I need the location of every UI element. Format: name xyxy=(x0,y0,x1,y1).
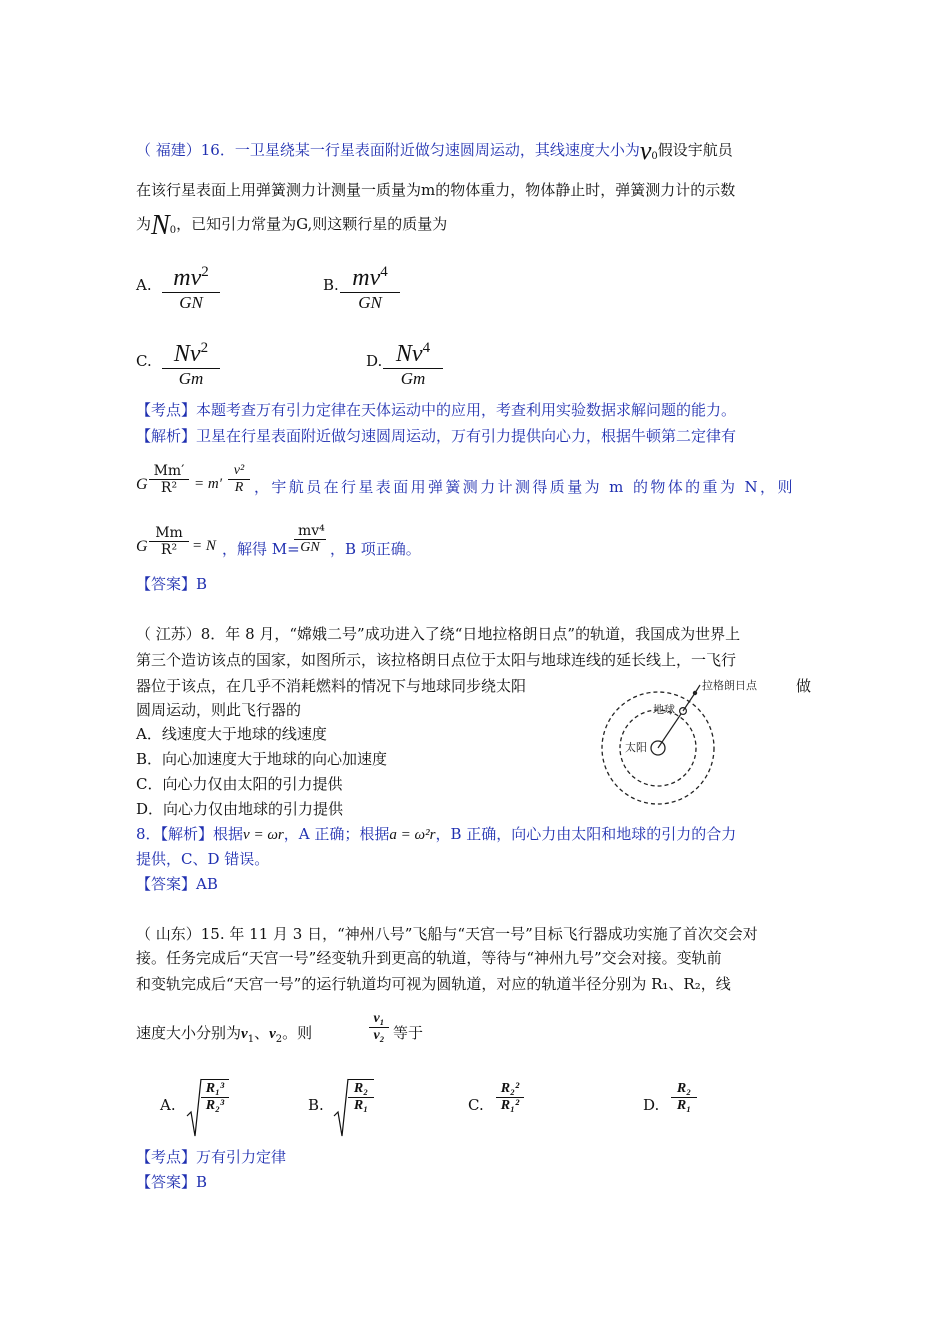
q2-jiexi-a: 8．【解析】根据 xyxy=(136,825,244,843)
q1-eq2-fraction xyxy=(149,525,189,558)
q3-option-b-fraction xyxy=(348,1081,374,1114)
q3-a-sqrt-icon xyxy=(186,1078,202,1138)
q1-eq2-mid: = N xyxy=(192,538,216,554)
q1-eq1-text: ，宇航员在行星表面用弹簧测力计测得质量为 m 的物体的重为 N，则 xyxy=(254,478,795,496)
q2-answer: 【答案】AB xyxy=(136,875,218,893)
q2-eq-v: v = ωr xyxy=(243,827,284,843)
q2-line1 xyxy=(136,624,740,644)
q1-eq2-g: G xyxy=(136,538,148,555)
lagrange-point-dot xyxy=(693,691,697,695)
q1-c-num: Nv xyxy=(173,341,201,367)
q1-eq1-fraction2 xyxy=(228,463,250,496)
q1-v0-sub: 0 xyxy=(651,151,658,162)
q3-a-den: R₂³ xyxy=(205,1098,225,1113)
q3-line2: 接。任务完成后“天宫一号”经变轨升到更高的轨道，等待与“神州九号”交会对接。变轨前 xyxy=(136,949,722,967)
q3-c-den: R₁² xyxy=(500,1098,520,1113)
q2-line3: 器位于该点，在几乎不消耗燃料的情况下与地球同步绕太阳 xyxy=(136,677,527,695)
q3-answer: 【答案】B xyxy=(136,1173,208,1191)
q1-eq1-den: R² xyxy=(160,480,178,496)
q1-answer: 【答案】B xyxy=(136,575,208,593)
q3-option-a-label: A. xyxy=(160,1096,176,1114)
q1-eq2-den2: GN xyxy=(300,540,320,555)
q1-kaodian: 【考点】本题考查万有引力定律在天体运动中的应用，考查利用实验数据求解问题的能力。 xyxy=(136,401,737,419)
q3-ratio-fraction xyxy=(369,1011,389,1044)
q3-option-d-label: D. xyxy=(643,1096,660,1114)
q3-ratio-num: v₁ xyxy=(373,1011,385,1026)
q3-l4-b: 、 xyxy=(254,1024,270,1042)
q3-kaodian: 【考点】万有引力定律 xyxy=(136,1148,287,1166)
q1-stem-end: 假设宇航员 xyxy=(657,141,733,159)
q3-option-a-fraction xyxy=(201,1081,229,1114)
q3-option-c-fraction xyxy=(496,1081,524,1114)
q1-line2: 在该行星表面上用弹簧测力计测量一质量为m的物体重力，物体静止时，弹簧测力计的示数 xyxy=(136,181,736,199)
q1-eq2-text2: ，B 项正确。 xyxy=(330,540,421,558)
q1-option-b-fraction xyxy=(340,258,400,313)
q3-option-d-fraction xyxy=(671,1081,697,1114)
q2-option-b: B．向心加速度大于地球的向心加速度 xyxy=(136,750,388,768)
q2-option-c: C．向心力仅由太阳的引力提供 xyxy=(136,775,343,793)
q3-d-num: R₂ xyxy=(676,1081,692,1096)
q1-a-den: GN xyxy=(179,293,203,312)
q3-line4 xyxy=(136,1023,312,1050)
q2-option-d: D．向心力仅由地球的引力提供 xyxy=(136,800,344,818)
q1-v0-symbol: v xyxy=(639,136,652,165)
q1-eq1-num2: v² xyxy=(233,463,245,478)
q1-eq2-fraction2 xyxy=(294,523,326,556)
earth-l2-line xyxy=(683,693,695,711)
q3-b-den: R₁ xyxy=(353,1098,369,1113)
q1-stem-text: （ 福建）16．一卫星绕某一行星表面附近做匀速圆周运动，其线速度大小为 xyxy=(136,141,640,159)
q1-b-den: GN xyxy=(358,293,382,312)
q1-l3-pre: 为 xyxy=(136,215,152,233)
q1-eq1-g: G xyxy=(136,476,148,493)
q1-option-d-fraction xyxy=(383,334,443,389)
q1-l3-post: ，已知引力常量为G,则这颗行星的质量为 xyxy=(176,215,448,233)
q1-b-num: mv xyxy=(352,265,381,291)
q3-d-den: R₁ xyxy=(676,1098,692,1113)
q3-v1: v xyxy=(241,1026,248,1042)
q1-option-d-label: D. xyxy=(366,352,383,370)
q1-a-num: mv xyxy=(173,265,202,291)
lagrange-label: 拉格朗日点 xyxy=(702,679,757,692)
q2-option-a: A．线速度大于地球的线速度 xyxy=(136,725,327,743)
earth-label: 地球 xyxy=(653,703,675,716)
q1-option-c-fraction xyxy=(162,334,220,389)
q2-jiexi-b: ，A 正确；根据 xyxy=(283,825,390,843)
q1-eq2-den: R² xyxy=(160,542,178,558)
q3-ratio-den: v₂ xyxy=(373,1028,385,1043)
q3-line1: （ 山东）15. 年 11 月 3 日，“神州八号”飞船与“天宫一号”目标飞行器成功实施了首次交会对 xyxy=(136,925,758,943)
q2-jiexi-line2: 提供，C、D 错误。 xyxy=(136,850,270,868)
q3-a-num: R₁³ xyxy=(205,1081,225,1096)
q3-line3: 和变轨完成后“天宫一号”的运行轨道均可视为圆轨道，对应的轨道半径分别为 R₁、R₂，线 xyxy=(136,975,731,993)
sun-label: 太阳 xyxy=(625,741,647,754)
q3-v1-sub: 1 xyxy=(247,1034,255,1045)
q1-option-a-fraction xyxy=(162,258,220,313)
q1-eq1-fraction xyxy=(149,463,189,496)
q1-c-den: Gm xyxy=(178,369,204,388)
q3-b-num: R₂ xyxy=(353,1081,369,1096)
q1-n0-symbol: N xyxy=(151,210,170,241)
q3-l4-c: 。则 xyxy=(282,1024,313,1042)
q2-line4: 圆周运动，则此飞行器的 xyxy=(136,701,302,719)
q1-b-exp: 4 xyxy=(380,264,388,280)
q1-eq2-text1: ，解得 M= xyxy=(222,540,300,558)
q3-a-sqrt-bar xyxy=(201,1079,229,1080)
q3-b-sqrt-icon xyxy=(333,1078,349,1138)
q1-line1 xyxy=(136,136,733,167)
q2-eq-a: a = ω²r xyxy=(389,827,436,843)
q1-eq1-mid: = m′ xyxy=(194,476,222,492)
q2-line3-end: 做 xyxy=(796,677,812,695)
lagrange-orbit-figure xyxy=(592,675,822,825)
q3-c-num: R₂² xyxy=(500,1081,520,1096)
q1-eq1-den2: R xyxy=(234,480,244,495)
q1-eq2-num: Mm xyxy=(155,525,183,541)
q2-l1-text: （ 江苏）8．年 8 月，“嫦娥二号”成功进入了绕“日地拉格朗日点”的轨道，我国成为世界上 xyxy=(136,625,741,643)
q2-line2: 第三个造访该点的国家，如图所示，该拉格朗日点位于太阳与地球连线的延长线上，一飞行 xyxy=(136,651,737,669)
q3-v2-sub: 2 xyxy=(275,1034,283,1045)
q2-jiexi-line1 xyxy=(136,824,736,845)
q3-b-sqrt-bar xyxy=(348,1079,374,1080)
q1-d-exp: 4 xyxy=(422,340,431,356)
q1-d-den: Gm xyxy=(400,369,426,388)
q1-c-exp: 2 xyxy=(200,340,209,356)
q3-l4-a: 速度大小分别为 xyxy=(136,1024,242,1042)
q1-option-a-label: A. xyxy=(136,276,152,294)
q3-v2: v xyxy=(269,1026,276,1042)
q2-jiexi-c: ，B 正确，向心力由太阳和地球的引力的合力 xyxy=(435,825,737,843)
q1-n0-sub: 0 xyxy=(169,225,177,236)
q1-d-num: Nv xyxy=(395,341,423,367)
q1-line3 xyxy=(136,210,448,241)
q1-eq2-num2: mv⁴ xyxy=(298,523,325,539)
q1-option-c-label: C. xyxy=(136,352,152,370)
q1-option-b-label: B. xyxy=(323,276,339,294)
q3-line4-end: 等于 xyxy=(393,1024,424,1042)
q1-a-exp: 2 xyxy=(201,264,209,280)
q3-option-c-label: C. xyxy=(468,1096,484,1114)
q1-jiexi-line1: 【解析】卫星在行星表面附近做匀速圆周运动，万有引力提供向心力，根据牛顿第二定律有 xyxy=(136,427,737,445)
sun-earth-line xyxy=(658,711,683,748)
q3-option-b-label: B. xyxy=(308,1096,324,1114)
q1-eq1-num: Mm′ xyxy=(153,463,185,479)
